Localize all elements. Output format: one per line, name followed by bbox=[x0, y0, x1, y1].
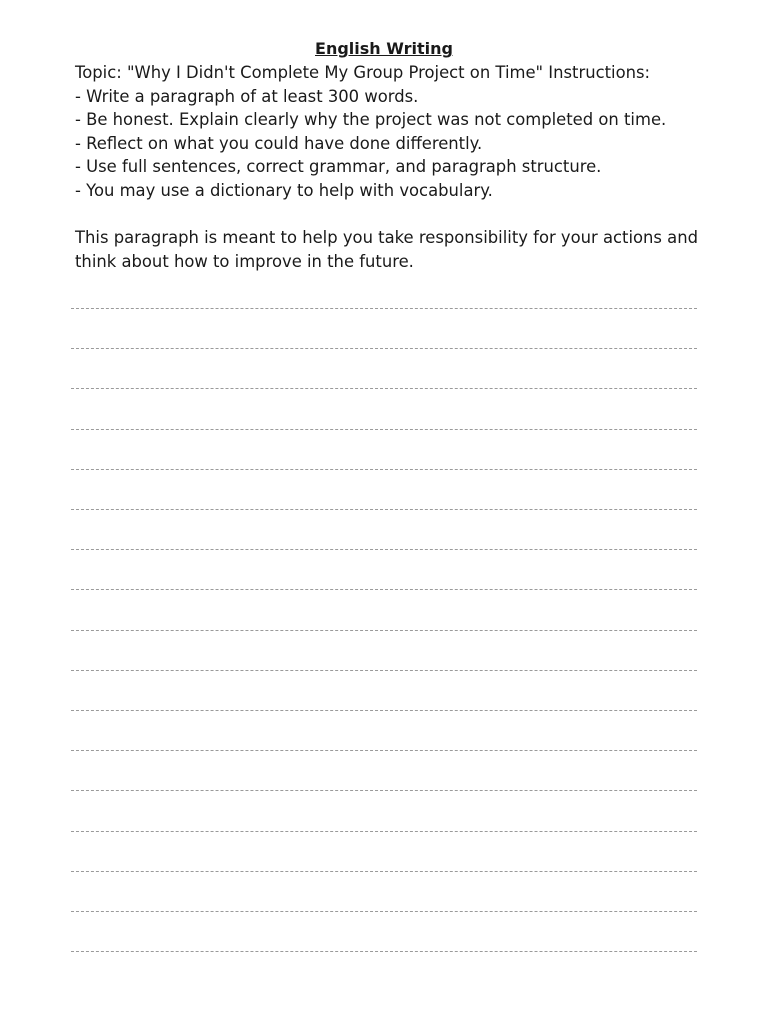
writing-line bbox=[71, 509, 697, 510]
page-title: English Writing bbox=[315, 39, 453, 58]
writing-line bbox=[71, 308, 697, 309]
writing-lines-area[interactable] bbox=[71, 0, 697, 1024]
writing-line bbox=[71, 469, 697, 470]
topic-line: Topic: "Why I Didn't Complete My Group Project on Time" Instructions: bbox=[75, 63, 651, 82]
instruction-item: - Reflect on what you could have done differently. bbox=[75, 133, 483, 153]
writing-line bbox=[71, 911, 697, 912]
instruction-item: - Be honest. Explain clearly why the project was not completed on time. bbox=[75, 110, 667, 130]
writing-line bbox=[71, 790, 697, 791]
writing-line bbox=[71, 871, 697, 872]
writing-line bbox=[71, 710, 697, 711]
closing-paragraph: This paragraph is meant to help you take responsibility for your actions and think about how to improve in the future. bbox=[75, 228, 699, 271]
writing-line bbox=[71, 951, 697, 952]
writing-line bbox=[71, 750, 697, 751]
writing-line bbox=[71, 630, 697, 631]
writing-line bbox=[71, 549, 697, 550]
writing-line bbox=[71, 388, 697, 389]
instruction-item: - Write a paragraph of at least 300 words. bbox=[75, 86, 419, 106]
instruction-item: - Use full sentences, correct grammar, and paragraph structure. bbox=[75, 157, 602, 177]
writing-line bbox=[71, 429, 697, 430]
writing-line bbox=[71, 589, 697, 590]
writing-line bbox=[71, 831, 697, 832]
writing-line bbox=[71, 670, 697, 671]
writing-line bbox=[71, 348, 697, 349]
instruction-item: - You may use a dictionary to help with vocabulary. bbox=[75, 180, 493, 200]
